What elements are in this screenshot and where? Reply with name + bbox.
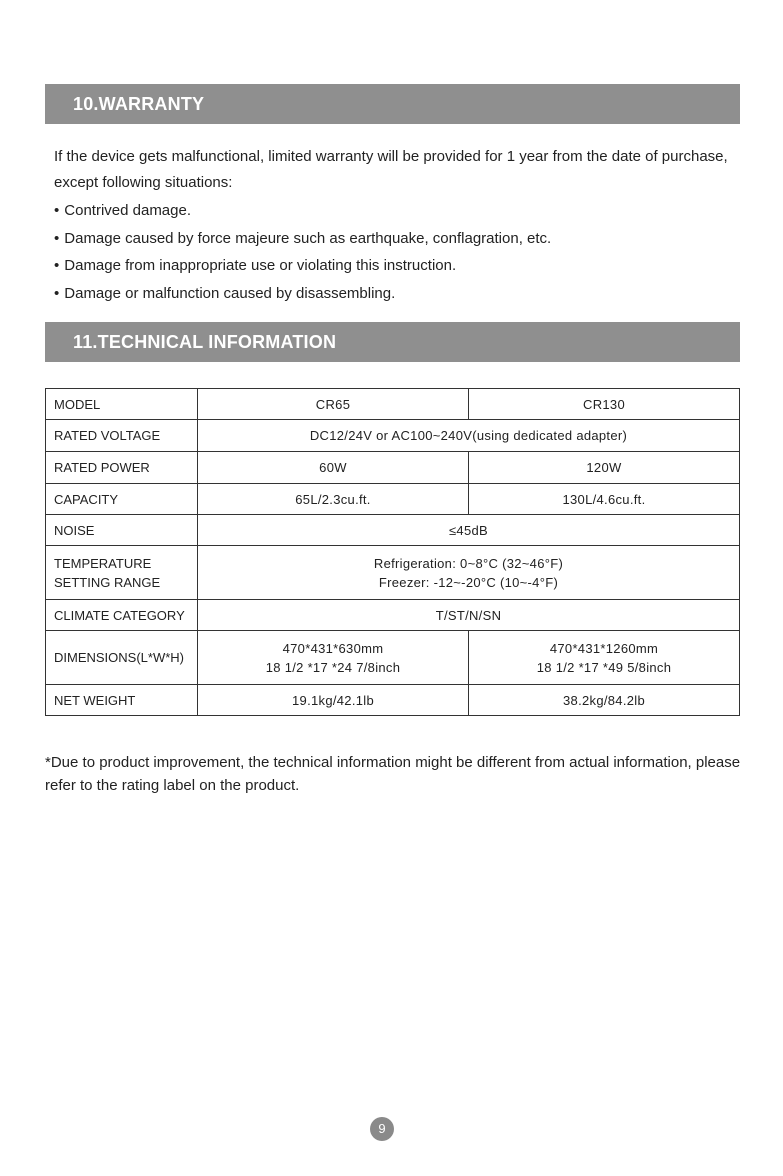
row-label: NOISE bbox=[46, 515, 198, 546]
warranty-intro: If the device gets malfunctional, limited warranty will be provided for 1 year from the date of purchase, except following situations: bbox=[54, 148, 728, 191]
list-item: • Contrived damage. bbox=[54, 197, 744, 225]
warranty-exclusion-list bbox=[54, 197, 744, 307]
table-row bbox=[46, 484, 740, 515]
table-row bbox=[46, 389, 740, 420]
row-label: NET WEIGHT bbox=[46, 685, 198, 716]
page-number: 9 bbox=[370, 1117, 394, 1141]
table-row bbox=[46, 515, 740, 546]
list-item: • Damage or malfunction caused by disassembling. bbox=[54, 280, 744, 308]
row-label: RATED VOLTAGE bbox=[46, 420, 198, 452]
cell-cr130: 130L/4.6cu.ft. bbox=[469, 484, 740, 515]
cell-cr65: 65L/2.3cu.ft. bbox=[198, 484, 469, 515]
row-label: RATED POWER bbox=[46, 452, 198, 484]
technical-spec-table bbox=[45, 388, 740, 716]
cell-cr65: 19.1kg/42.1lb bbox=[198, 685, 469, 716]
refrigeration-range: Refrigeration: 0~8°C (32~46°F) bbox=[373, 555, 564, 571]
row-label: DIMENSIONS(L*W*H) bbox=[46, 631, 198, 685]
list-item: • Damage caused by force majeure such as earthquake, conflagration, etc. bbox=[54, 225, 744, 253]
table-row bbox=[46, 600, 740, 631]
row-label bbox=[46, 546, 198, 600]
row-label-line: SETTING RANGE bbox=[54, 574, 161, 590]
table-row bbox=[46, 546, 740, 600]
table-row bbox=[46, 420, 740, 452]
warranty-section-header: 10.WARRANTY bbox=[45, 84, 740, 124]
dimension-imperial: 18 1/2 *17 *49 5/8inch bbox=[536, 659, 672, 675]
cell-cr130 bbox=[469, 631, 740, 685]
dimension-metric: 470*431*1260mm bbox=[549, 640, 659, 656]
cell-shared: T/ST/N/SN bbox=[198, 600, 740, 631]
table-row bbox=[46, 685, 740, 716]
dimension-metric: 470*431*630mm bbox=[282, 640, 384, 656]
list-item: • Damage from inappropriate use or violating this instruction. bbox=[54, 252, 744, 280]
row-label: MODEL bbox=[46, 389, 198, 420]
cell-shared: DC12/24V or AC100~240V(using dedicated adapter) bbox=[198, 420, 740, 452]
row-label-line: TEMPERATURE bbox=[54, 555, 152, 571]
cell-cr130: CR130 bbox=[469, 389, 740, 420]
dimension-imperial: 18 1/2 *17 *24 7/8inch bbox=[265, 659, 401, 675]
cell-shared bbox=[198, 546, 740, 600]
warranty-body bbox=[54, 144, 744, 307]
technical-info-section-header: 11.TECHNICAL INFORMATION bbox=[45, 322, 740, 362]
footnote: *Due to product improvement, the technical information might be different from actual information, please refer to the rating label on the product. bbox=[45, 754, 741, 794]
cell-cr65: 60W bbox=[198, 452, 469, 484]
table-row bbox=[46, 631, 740, 685]
cell-cr65 bbox=[198, 631, 469, 685]
cell-cr130: 38.2kg/84.2lb bbox=[469, 685, 740, 716]
freezer-range: Freezer: -12~-20°C (10~-4°F) bbox=[378, 574, 559, 590]
table-row bbox=[46, 452, 740, 484]
cell-shared: ≤45dB bbox=[198, 515, 740, 546]
cell-cr130: 120W bbox=[469, 452, 740, 484]
row-label: CAPACITY bbox=[46, 484, 198, 515]
cell-cr65: CR65 bbox=[198, 389, 469, 420]
row-label: CLIMATE CATEGORY bbox=[46, 600, 198, 631]
